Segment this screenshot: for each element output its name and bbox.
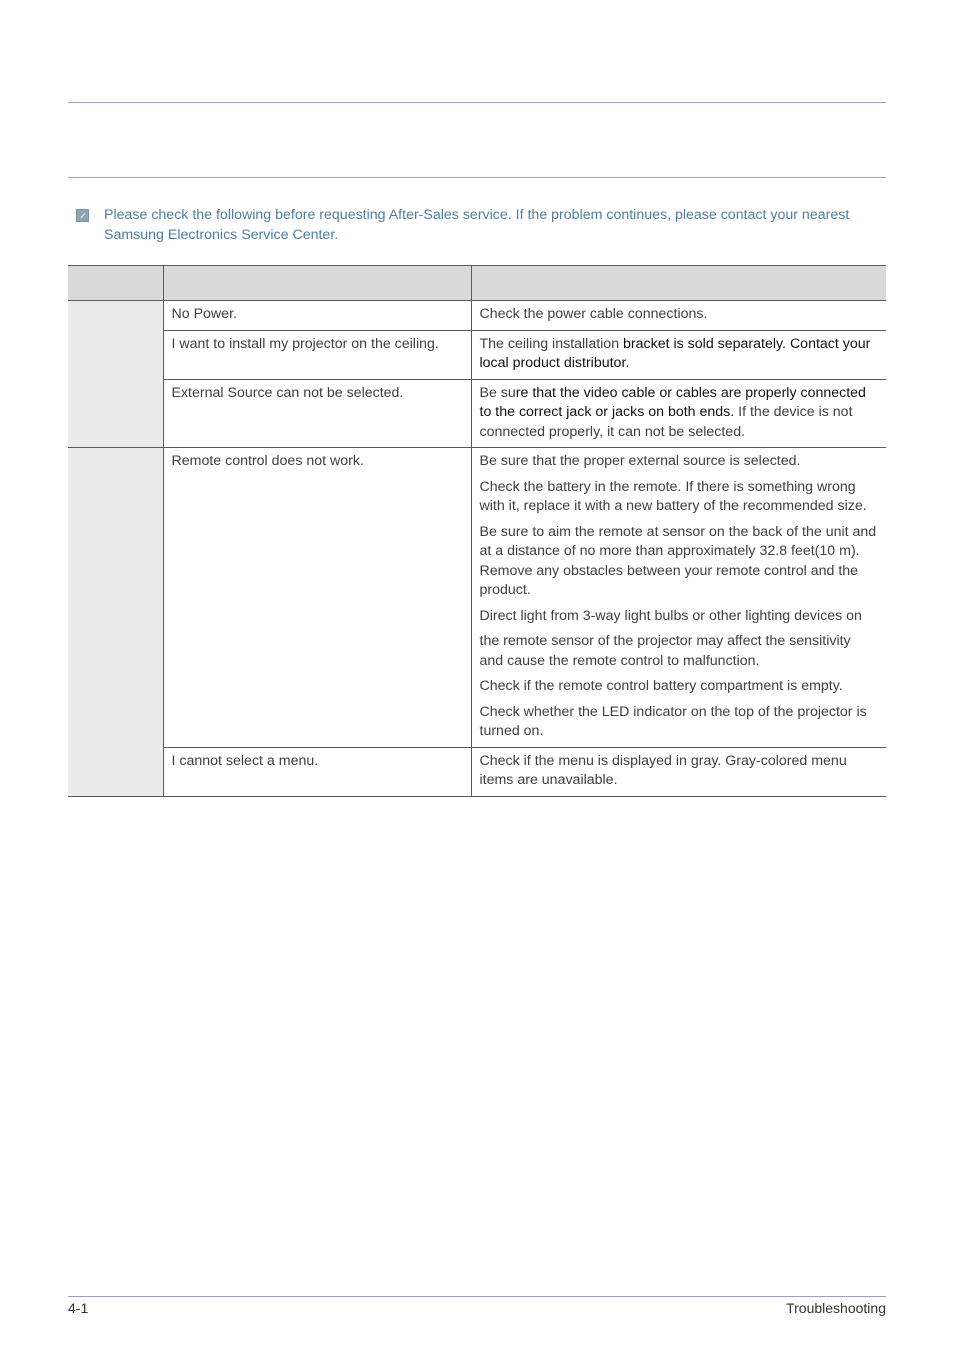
category-cell bbox=[68, 448, 163, 797]
action-paragraph bbox=[480, 335, 879, 374]
action-text: If the device is not connected properly, it can not be selected. bbox=[479, 404, 853, 440]
note-block bbox=[76, 206, 876, 245]
page-number: 4-1 bbox=[68, 1300, 89, 1316]
table-row bbox=[68, 330, 886, 379]
action-text: Be sure to aim the remote at sensor on the back of the unit and at a distance of no more than approximately 32.8 feet(10 m). Remove any obstacles between your remote control and the product. bbox=[479, 523, 877, 598]
action-text: the remote sensor of the projector may affect the sensitivity and cause the remote control to malfunction. bbox=[479, 633, 851, 669]
action-text: Check the battery in the remote. If there is something wrong with it, replace it with a new battery of the recommended size. bbox=[479, 478, 867, 514]
footer-rule bbox=[68, 1296, 886, 1297]
symptom-cell: I cannot select a menu. bbox=[163, 747, 471, 796]
action-paragraph bbox=[480, 677, 879, 697]
action-paragraph bbox=[480, 607, 879, 627]
action-text: Check if the remote control battery compartment is empty. bbox=[479, 678, 843, 694]
action-text: Be su bbox=[479, 384, 516, 401]
header-symptom bbox=[163, 266, 471, 301]
action-paragraph bbox=[480, 523, 879, 601]
note-icon bbox=[76, 209, 89, 222]
table-row bbox=[68, 448, 886, 748]
action-cell bbox=[471, 448, 886, 748]
action-text: Direct light from 3-way light bulbs or other lighting devices on bbox=[479, 607, 862, 624]
action-text: Check if the menu is displayed in gray. Gray-colored menu items are unavailable. bbox=[479, 752, 847, 788]
action-cell bbox=[471, 330, 886, 379]
category-cell bbox=[68, 301, 163, 448]
action-paragraph bbox=[480, 452, 879, 472]
action-text: The ceiling installation bbox=[479, 335, 624, 352]
title-rule bbox=[68, 177, 886, 178]
action-cell bbox=[471, 379, 886, 448]
action-cell bbox=[471, 301, 886, 331]
table-header-row bbox=[68, 266, 886, 301]
table-row bbox=[68, 747, 886, 796]
note-text: Please check the following before requesting After-Sales service. If the problem continues, please contact your nearest Samsung Electronics Service Center. bbox=[104, 207, 850, 243]
action-paragraph bbox=[480, 752, 879, 791]
action-paragraph bbox=[480, 305, 879, 325]
header-action bbox=[471, 266, 886, 301]
symptom-cell: Remote control does not work. bbox=[163, 448, 471, 748]
action-paragraph bbox=[480, 384, 879, 443]
action-paragraph bbox=[480, 632, 879, 671]
header-category bbox=[68, 266, 163, 301]
action-text: Check whether the LED indicator on the top of the projector is turned on. bbox=[479, 703, 867, 739]
action-paragraph bbox=[480, 703, 879, 742]
symptom-cell: No Power. bbox=[163, 301, 471, 331]
action-text: re that the video cable or cables are properly connected to the correct jack or jacks on both ends. bbox=[479, 384, 866, 420]
symptom-cell: I want to install my projector on the ceiling. bbox=[163, 330, 471, 379]
top-rule bbox=[68, 102, 886, 103]
table-row bbox=[68, 379, 886, 448]
troubleshooting-table bbox=[68, 265, 886, 797]
symptom-cell: External Source can not be selected. bbox=[163, 379, 471, 448]
footer-section-title: Troubleshooting bbox=[786, 1300, 886, 1316]
action-text: Be sure that the proper external source is selected. bbox=[479, 453, 801, 469]
action-cell bbox=[471, 747, 886, 796]
action-paragraph bbox=[480, 478, 879, 517]
action-text: bracket is sold separately. Contact your local product distributor. bbox=[479, 335, 871, 371]
table-row bbox=[68, 301, 886, 331]
action-text: Check the power cable connections. bbox=[479, 306, 708, 322]
